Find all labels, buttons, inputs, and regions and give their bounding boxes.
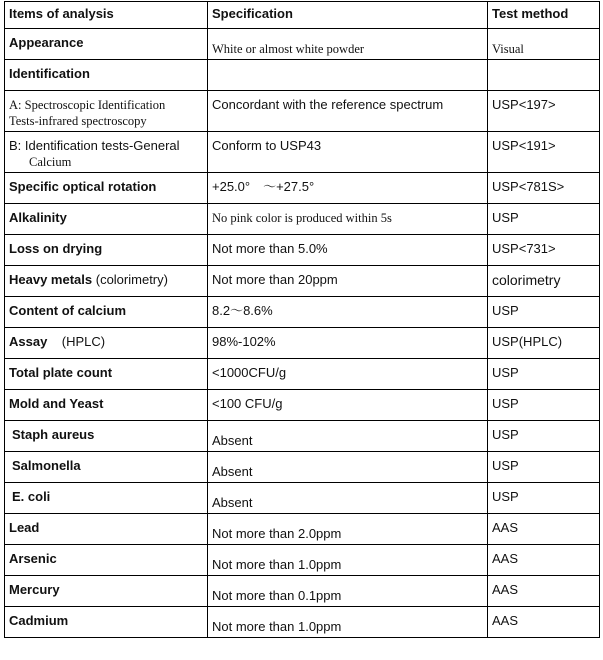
method-cell: USP<197> xyxy=(488,91,600,132)
item-cell xyxy=(5,91,208,132)
spec-cell: 98%-102% xyxy=(208,328,488,359)
spec-cell: White or almost white powder xyxy=(208,29,488,60)
spec-cell: No pink color is produced within 5s xyxy=(208,204,488,235)
item-cell xyxy=(5,132,208,173)
table-row xyxy=(5,607,600,638)
table-row xyxy=(5,235,600,266)
table-row xyxy=(5,91,600,132)
table-row xyxy=(5,514,600,545)
specification-table xyxy=(4,1,600,638)
item-cell: Alkalinity xyxy=(5,204,208,235)
spec-cell xyxy=(208,60,488,91)
spec-cell: Conform to USP43 xyxy=(208,132,488,173)
spec-cell: <1000CFU/g xyxy=(208,359,488,390)
table-row xyxy=(5,390,600,421)
item-cell: Appearance xyxy=(5,29,208,60)
method-cell: AAS xyxy=(488,607,600,638)
method-cell: USP xyxy=(488,359,600,390)
method-cell: USP<731> xyxy=(488,235,600,266)
table-row xyxy=(5,266,600,297)
method-cell: USP xyxy=(488,390,600,421)
table-row xyxy=(5,452,600,483)
spec-cell: Not more than 1.0ppm xyxy=(208,607,488,638)
table-row xyxy=(5,576,600,607)
item-line-2: Tests-infrared spectroscopy xyxy=(9,114,147,128)
item-note: (HPLC) xyxy=(47,334,106,349)
method-cell: AAS xyxy=(488,545,600,576)
spec-cell: Absent xyxy=(208,483,488,514)
item-cell: Arsenic xyxy=(5,545,208,576)
spec-cell: Absent xyxy=(208,421,488,452)
spec-cell: Absent xyxy=(208,452,488,483)
method-cell: USP(HPLC) xyxy=(488,328,600,359)
item-line-2: Calcium xyxy=(29,155,72,169)
spec-cell: +25.0° ～+27.5° xyxy=(208,173,488,204)
spec-cell: Not more than 2.0ppm xyxy=(208,514,488,545)
spec-cell: <100 CFU/g xyxy=(208,390,488,421)
item-cell: Content of calcium xyxy=(5,297,208,328)
table-row xyxy=(5,173,600,204)
method-cell: USP xyxy=(488,204,600,235)
table-row xyxy=(5,297,600,328)
method-cell: USP xyxy=(488,297,600,328)
item-cell: Loss on drying xyxy=(5,235,208,266)
table-row xyxy=(5,359,600,390)
header-row xyxy=(5,2,600,29)
method-cell: USP xyxy=(488,483,600,514)
item-line-1: A: Spectroscopic Identification xyxy=(9,98,166,112)
item-cell: Mold and Yeast xyxy=(5,390,208,421)
item-line-1: B: Identification tests-General xyxy=(9,138,180,153)
spec-cell: Not more than 1.0ppm xyxy=(208,545,488,576)
spec-cell: Not more than 20ppm xyxy=(208,266,488,297)
method-cell: AAS xyxy=(488,576,600,607)
item-cell: Identification xyxy=(5,60,208,91)
header-items-of-analysis: Items of analysis xyxy=(5,2,208,29)
item-label: Heavy metals xyxy=(9,272,93,287)
table-row xyxy=(5,132,600,173)
item-cell: Salmonella xyxy=(5,452,208,483)
item-cell xyxy=(5,266,208,297)
spec-cell: Not more than 0.1ppm xyxy=(208,576,488,607)
item-cell xyxy=(5,328,208,359)
item-cell: Lead xyxy=(5,514,208,545)
method-cell: USP<191> xyxy=(488,132,600,173)
item-cell: Cadmium xyxy=(5,607,208,638)
table-row xyxy=(5,421,600,452)
header-test-method: Test method xyxy=(488,2,600,29)
item-cell: Total plate count xyxy=(5,359,208,390)
item-cell: Staph aureus xyxy=(5,421,208,452)
method-cell: Visual xyxy=(488,29,600,60)
method-cell xyxy=(488,60,600,91)
item-note: (colorimetry) xyxy=(92,272,168,287)
method-cell: USP xyxy=(488,452,600,483)
method-cell: USP xyxy=(488,421,600,452)
item-cell: Mercury xyxy=(5,576,208,607)
item-cell: E. coli xyxy=(5,483,208,514)
table-row xyxy=(5,29,600,60)
method-cell: AAS xyxy=(488,514,600,545)
table-row xyxy=(5,328,600,359)
spec-cell: Concordant with the reference spectrum xyxy=(208,91,488,132)
item-label: Assay xyxy=(9,334,48,349)
table-row xyxy=(5,545,600,576)
spec-cell: Not more than 5.0% xyxy=(208,235,488,266)
spec-cell: 8.2～8.6% xyxy=(208,297,488,328)
table-row xyxy=(5,204,600,235)
table-row xyxy=(5,60,600,91)
method-cell: colorimetry xyxy=(488,266,600,297)
table-row xyxy=(5,483,600,514)
item-cell: Specific optical rotation xyxy=(5,173,208,204)
method-cell: USP<781S> xyxy=(488,173,600,204)
header-specification: Specification xyxy=(208,2,488,29)
